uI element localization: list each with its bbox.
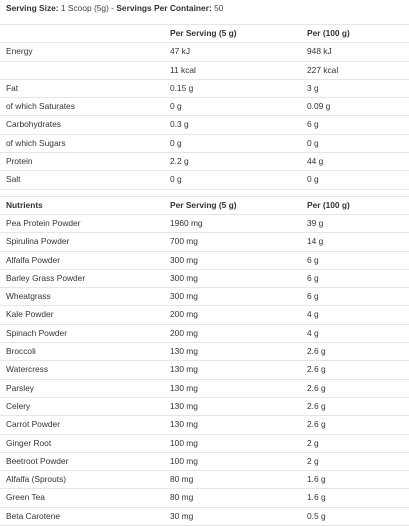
nutrient-row <box>0 361 409 379</box>
per-serving-cell: 100 mg <box>164 434 301 452</box>
nutrients-header-row <box>0 196 409 214</box>
per-100g-cell: 1.6 g <box>301 489 409 507</box>
per-serving-cell: 200 mg <box>164 324 301 342</box>
per-serving-cell: 300 mg <box>164 251 301 269</box>
per-serving-cell: Per Serving (5 g) <box>164 25 301 43</box>
per-serving-cell: 300 mg <box>164 269 301 287</box>
per-serving-cell: 130 mg <box>164 379 301 397</box>
per-100g-cell: Per (100 g) <box>301 25 409 43</box>
per-100g-cell: 4 g <box>301 306 409 324</box>
nutrient-row <box>0 214 409 232</box>
per-100g-cell: 6 g <box>301 288 409 306</box>
per-serving-cell: 300 mg <box>164 288 301 306</box>
per-100g-cell: 0 g <box>301 171 409 189</box>
servings-per-container-label: Servings Per Container: <box>116 3 212 13</box>
name-cell: Barley Grass Powder <box>0 269 164 287</box>
nutrient-row <box>0 233 409 251</box>
nutrient-row <box>0 471 409 489</box>
servings-per-container-value: 50 <box>214 3 224 13</box>
nutrient-row <box>0 288 409 306</box>
name-cell: Carbohydrates <box>0 116 164 134</box>
per-100g-cell: 3 g <box>301 79 409 97</box>
per-serving-cell: 11 kcal <box>164 61 301 79</box>
per-100g-cell: 2.6 g <box>301 397 409 415</box>
name-cell: Nutrients <box>0 196 164 214</box>
nutrient-row <box>0 397 409 415</box>
serving-separator: - <box>108 3 117 13</box>
per-100g-cell: 39 g <box>301 214 409 232</box>
nutrient-row <box>0 343 409 361</box>
name-cell: Beta Carotene <box>0 507 164 525</box>
name-cell: Watercress <box>0 361 164 379</box>
name-cell: Beetroot Powder <box>0 452 164 470</box>
per-100g-cell: 4 g <box>301 324 409 342</box>
per-100g-cell: 0 g <box>301 134 409 152</box>
name-cell <box>0 61 164 79</box>
per-serving-cell: 30 mg <box>164 507 301 525</box>
per-serving-cell: 0 g <box>164 171 301 189</box>
per-serving-cell: 47 kJ <box>164 43 301 61</box>
nutrient-row <box>0 434 409 452</box>
nutrient-row <box>0 269 409 287</box>
name-cell: Alfalfa Powder <box>0 251 164 269</box>
name-cell: Green Tea <box>0 489 164 507</box>
per-serving-cell: 80 mg <box>164 489 301 507</box>
name-cell: Broccoli <box>0 343 164 361</box>
per-serving-cell: 700 mg <box>164 233 301 251</box>
nutrient-row <box>0 507 409 525</box>
per-100g-cell: 2.6 g <box>301 361 409 379</box>
name-cell: Celery <box>0 397 164 415</box>
per-100g-cell: 44 g <box>301 153 409 171</box>
name-cell: Spirulina Powder <box>0 233 164 251</box>
per-serving-cell: 130 mg <box>164 397 301 415</box>
name-cell: Fat <box>0 79 164 97</box>
nutrition-table <box>0 24 409 526</box>
per-100g-cell: 6 g <box>301 116 409 134</box>
per-serving-cell: 130 mg <box>164 361 301 379</box>
per-100g-cell: 2 g <box>301 434 409 452</box>
per-100g-cell: 948 kJ <box>301 43 409 61</box>
per-100g-cell: 2.6 g <box>301 379 409 397</box>
per-100g-cell: 14 g <box>301 233 409 251</box>
name-cell: Pea Protein Powder <box>0 214 164 232</box>
per-100g-cell: 2 g <box>301 452 409 470</box>
nutrition-row <box>0 134 409 152</box>
nutrition-row <box>0 61 409 79</box>
name-cell: Carrot Powder <box>0 416 164 434</box>
serving-size-label: Serving Size: <box>6 3 59 13</box>
per-100g-cell: Per (100 g) <box>301 196 409 214</box>
nutrient-row <box>0 379 409 397</box>
per-serving-cell: 0 g <box>164 98 301 116</box>
nutrient-row <box>0 306 409 324</box>
name-cell: Energy <box>0 43 164 61</box>
per-serving-cell: 80 mg <box>164 471 301 489</box>
per-100g-cell: 6 g <box>301 269 409 287</box>
nutrition-row <box>0 116 409 134</box>
nutrient-row <box>0 324 409 342</box>
nutrient-row <box>0 416 409 434</box>
per-100g-cell: 227 kcal <box>301 61 409 79</box>
per-100g-cell: 0.09 g <box>301 98 409 116</box>
per-serving-cell: 200 mg <box>164 306 301 324</box>
per-serving-cell: Per Serving (5 g) <box>164 196 301 214</box>
nutrient-row <box>0 452 409 470</box>
section-spacer <box>0 189 409 196</box>
per-serving-cell: 0 g <box>164 134 301 152</box>
per-serving-cell: 0.3 g <box>164 116 301 134</box>
per-serving-cell: 2.2 g <box>164 153 301 171</box>
per-100g-cell: 0.5 g <box>301 507 409 525</box>
name-cell <box>0 25 164 43</box>
nutrient-row <box>0 489 409 507</box>
per-serving-cell: 0.15 g <box>164 79 301 97</box>
per-100g-cell: 2.6 g <box>301 416 409 434</box>
serving-info <box>6 0 223 17</box>
nutrition-row <box>0 79 409 97</box>
name-cell: Wheatgrass <box>0 288 164 306</box>
per-100g-cell: 2.6 g <box>301 343 409 361</box>
per-serving-cell: 130 mg <box>164 343 301 361</box>
name-cell: Protein <box>0 153 164 171</box>
name-cell: Spinach Powder <box>0 324 164 342</box>
nutrition-row <box>0 153 409 171</box>
name-cell: Parsley <box>0 379 164 397</box>
nutrition-row <box>0 98 409 116</box>
per-serving-cell: 130 mg <box>164 416 301 434</box>
name-cell: of which Saturates <box>0 98 164 116</box>
name-cell: of which Sugars <box>0 134 164 152</box>
per-serving-cell: 1960 mg <box>164 214 301 232</box>
nutrition-row <box>0 171 409 189</box>
name-cell: Salt <box>0 171 164 189</box>
name-cell: Alfalfa (Sprouts) <box>0 471 164 489</box>
name-cell: Ginger Root <box>0 434 164 452</box>
nutrition-header-row <box>0 25 409 43</box>
name-cell: Kale Powder <box>0 306 164 324</box>
per-serving-cell: 100 mg <box>164 452 301 470</box>
per-100g-cell: 1.6 g <box>301 471 409 489</box>
nutrition-row <box>0 43 409 61</box>
serving-size-value: 1 Scoop (5g) <box>60 3 109 13</box>
per-100g-cell: 6 g <box>301 251 409 269</box>
nutrient-row <box>0 251 409 269</box>
